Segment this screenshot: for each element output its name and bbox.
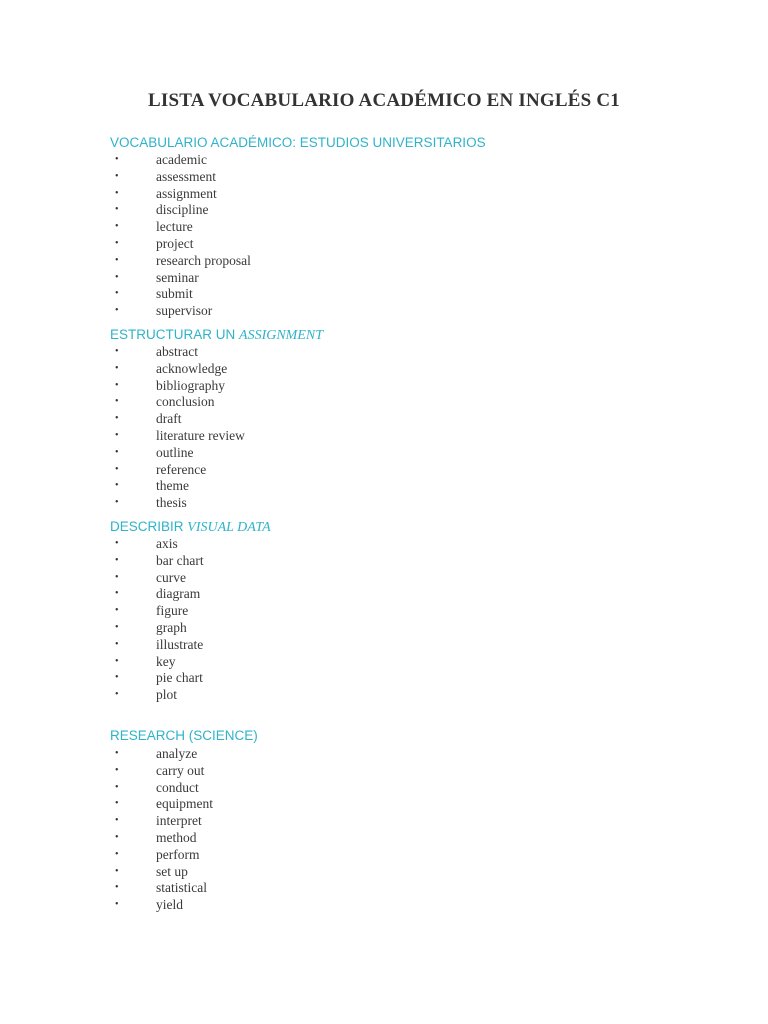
bullet-icon: • bbox=[115, 154, 119, 165]
vocab-word: yield bbox=[156, 897, 183, 913]
vocab-word: thesis bbox=[156, 495, 187, 511]
bullet-icon: • bbox=[115, 588, 119, 600]
bullet-icon: • bbox=[115, 899, 119, 911]
vocab-word: carry out bbox=[156, 762, 205, 778]
vocab-word: bar chart bbox=[156, 552, 204, 568]
vocab-word: conduct bbox=[156, 779, 199, 795]
bullet-icon: • bbox=[115, 429, 119, 441]
bullet-icon: • bbox=[115, 204, 119, 216]
bullet-icon: • bbox=[115, 554, 119, 566]
vocab-word: project bbox=[156, 235, 194, 251]
bullet-icon: • bbox=[115, 605, 119, 617]
bullet-icon: • bbox=[115, 638, 119, 650]
bullet-icon: • bbox=[115, 764, 119, 776]
section-heading-estructurar-assignment bbox=[110, 327, 323, 344]
vocab-word: graph bbox=[156, 619, 187, 635]
bullet-icon: • bbox=[115, 288, 119, 300]
vocab-word: statistical bbox=[156, 880, 207, 896]
vocab-word: set up bbox=[156, 863, 188, 879]
bullet-icon: • bbox=[115, 305, 119, 317]
vocab-word: theme bbox=[156, 478, 189, 494]
vocab-word: research proposal bbox=[156, 252, 251, 268]
section-heading-research-science bbox=[110, 728, 258, 745]
vocab-word: perform bbox=[156, 846, 200, 862]
vocab-word: literature review bbox=[156, 427, 245, 443]
bullet-icon: • bbox=[115, 254, 119, 266]
section-heading-text: ESTRUCTURAR UN bbox=[110, 327, 240, 342]
vocab-word: supervisor bbox=[156, 303, 213, 319]
bullet-icon: • bbox=[115, 221, 119, 233]
bullet-icon: • bbox=[115, 571, 119, 583]
page-title: LISTA VOCABULARIO ACADÉMICO EN INGLÉS C1 bbox=[148, 90, 620, 111]
vocab-word: analyze bbox=[156, 746, 198, 761]
bullet-icon: • bbox=[115, 271, 119, 283]
vocab-word: curve bbox=[156, 569, 186, 585]
bullet-icon: • bbox=[115, 655, 119, 667]
vocab-word: academic bbox=[156, 152, 207, 167]
section-heading-italic-text: VISUAL DATA bbox=[187, 520, 271, 535]
vocab-word: draft bbox=[156, 411, 182, 427]
vocab-word: method bbox=[156, 829, 197, 845]
bullet-icon: • bbox=[115, 396, 119, 408]
bullet-icon: • bbox=[115, 781, 119, 793]
bullet-icon: • bbox=[115, 187, 119, 199]
bullet-icon: • bbox=[115, 237, 119, 249]
vocab-word: seminar bbox=[156, 269, 199, 285]
vocab-word: acknowledge bbox=[156, 360, 228, 376]
bullet-icon: • bbox=[115, 463, 119, 475]
vocab-word: reference bbox=[156, 461, 207, 477]
bullet-icon: • bbox=[115, 831, 119, 843]
section-heading-italic-text: ASSIGNMENT bbox=[239, 328, 324, 343]
bullet-icon: • bbox=[115, 413, 119, 425]
bullet-icon: • bbox=[115, 446, 119, 458]
bullet-icon: • bbox=[115, 815, 119, 827]
section-heading-describir-visual-data bbox=[110, 519, 271, 536]
bullet-icon: • bbox=[115, 362, 119, 374]
vocab-word: lecture bbox=[156, 219, 193, 235]
bullet-icon: • bbox=[115, 170, 119, 182]
bullet-icon: • bbox=[115, 497, 119, 509]
bullet-icon: • bbox=[115, 480, 119, 492]
section-heading-estudios-universitarios bbox=[110, 135, 486, 152]
vocab-word: interpret bbox=[156, 813, 202, 829]
bullet-icon: • bbox=[115, 848, 119, 860]
section-heading-text: VOCABULARIO ACADÉMICO: ESTUDIOS UNIVERSITARIOS bbox=[110, 135, 486, 150]
vocab-word: conclusion bbox=[156, 394, 215, 410]
bullet-icon: • bbox=[115, 798, 119, 810]
vocab-word: submit bbox=[156, 286, 193, 302]
bullet-icon: • bbox=[115, 865, 119, 877]
bullet-icon: • bbox=[115, 379, 119, 391]
bullet-icon: • bbox=[115, 689, 119, 701]
vocab-word: figure bbox=[156, 603, 189, 619]
vocab-word: illustrate bbox=[156, 636, 204, 652]
vocab-word: assessment bbox=[156, 168, 216, 184]
vocab-word: discipline bbox=[156, 202, 209, 218]
vocab-word: assignment bbox=[156, 185, 217, 201]
section-heading-text: RESEARCH (SCIENCE) bbox=[110, 728, 258, 743]
vocab-word: bibliography bbox=[156, 377, 225, 393]
bullet-icon: • bbox=[115, 748, 119, 759]
bullet-icon: • bbox=[115, 538, 119, 549]
bullet-icon: • bbox=[115, 621, 119, 633]
vocab-word: pie chart bbox=[156, 670, 203, 686]
vocab-word: abstract bbox=[156, 344, 198, 359]
vocab-word: outline bbox=[156, 444, 194, 460]
bullet-icon: • bbox=[115, 346, 119, 357]
vocab-word: plot bbox=[156, 687, 178, 703]
bullet-icon: • bbox=[115, 672, 119, 684]
section-heading-text: DESCRIBIR bbox=[110, 519, 188, 534]
bullet-icon: • bbox=[115, 882, 119, 894]
vocab-word: key bbox=[156, 653, 176, 669]
vocab-word: diagram bbox=[156, 586, 201, 602]
vocab-word: axis bbox=[156, 536, 178, 551]
vocab-word: equipment bbox=[156, 796, 213, 812]
